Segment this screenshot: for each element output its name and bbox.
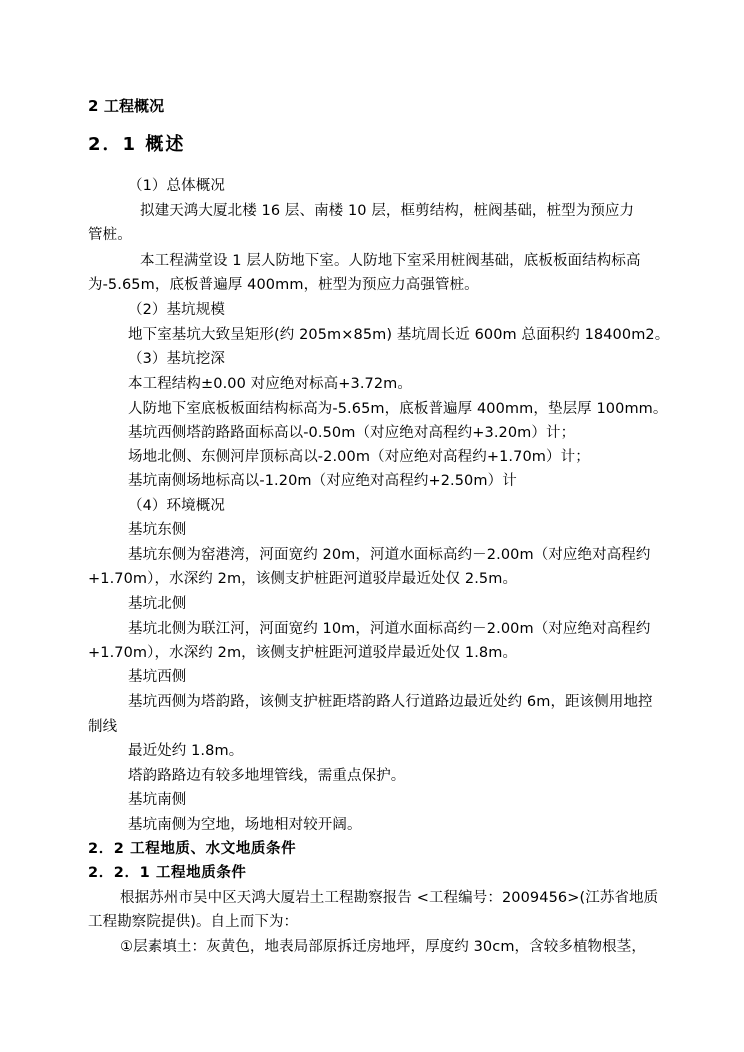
west-side-paragraph: 塔韵路路边有较多地埋管线，需重点保护。	[128, 768, 406, 784]
depth-heading: （3）基坑挖深	[128, 351, 225, 367]
east-side-paragraph: 基坑东侧为窑港湾，河面宽约 20m，河道水面标高约－2.00m（对应绝对高程约	[128, 547, 651, 563]
subsection-title: 2．1 概述	[88, 134, 186, 155]
west-side-paragraph: 最近处约 1.8m。	[128, 743, 244, 759]
depth-paragraph: 人防地下室底板板面结构标高为-5.65m，底板普遍厚 400mm，垫层厚 100mm。	[128, 401, 668, 417]
north-side-paragraph: 基坑北侧为联江河，河面宽约 10m，河道水面标高约－2.00m（对应绝对高程约	[128, 621, 651, 637]
overview-paragraph-line: 本工程满堂设 1 层人防地下室。人防地下室采用桩阀基础，底板板面结构标高	[140, 253, 641, 269]
west-side-paragraph: 制线	[88, 719, 118, 735]
depth-paragraph: 基坑南侧场地标高以-1.20m（对应绝对高程约+2.50m）计	[128, 473, 517, 489]
west-side-paragraph: 基坑西侧为塔韵路，该侧支护桩距塔韵路人行道路边最近处约 6m，距该侧用地控	[128, 694, 653, 710]
geology-paragraph: ①层素填土：灰黄色，地表局部原拆迁房地坪，厚度约 30cm，含较多植物根茎，	[120, 939, 646, 955]
overview-paragraph-line: 拟建天鸿大厦北楼 16 层、南楼 10 层，框剪结构，桩阀基础，桩型为预应力	[140, 203, 635, 219]
depth-paragraph: 基坑西侧塔韵路路面标高以-0.50m（对应绝对高程约+3.20m）计；	[128, 425, 576, 441]
geology-paragraph: 工程勘察院提供)。自上而下为：	[88, 914, 299, 930]
scale-heading: （2）基坑规模	[128, 302, 225, 318]
scale-paragraph: 地下室基坑大致呈矩形(约 205m×85m) 基坑周长近 600m 总面积约 18400m2。	[128, 327, 670, 343]
depth-paragraph: 场地北侧、东侧河岸顶标高以-2.00m（对应绝对高程约+1.70m）计；	[128, 449, 590, 465]
depth-paragraph: 本工程结构±0.00 对应绝对标高+3.72m。	[128, 376, 413, 392]
overview-paragraph-line: 为-5.65m，底板普遍厚 400mm，桩型为预应力高强管桩。	[88, 277, 479, 293]
environment-heading: （4）环境概况	[128, 498, 225, 514]
east-side-paragraph: +1.70m），水深约 2m，该侧支护桩距河道驳岸最近处仅 2.5m。	[88, 571, 518, 587]
east-side-title: 基坑东侧	[128, 522, 187, 538]
west-side-title: 基坑西侧	[128, 669, 187, 685]
section-title: 2 工程概况	[88, 97, 165, 115]
south-side-paragraph: 基坑南侧为空地，场地相对较开阔。	[128, 817, 362, 833]
north-side-paragraph: +1.70m），水深约 2m，该侧支护桩距河道驳岸最近处仅 1.8m。	[88, 645, 518, 661]
overview-paragraph-line: 管桩。	[88, 227, 132, 243]
section-2-2-title: 2．2 工程地质、水文地质条件	[88, 841, 297, 857]
section-2-2-1-title: 2．2．1 工程地质条件	[88, 865, 247, 881]
geology-paragraph: 根据苏州市吴中区天鸿大厦岩土工程勘察报告 <工程编号：2009456>(江苏省地质	[120, 890, 659, 906]
overview-heading: （1）总体概况	[128, 178, 225, 194]
north-side-title: 基坑北侧	[128, 596, 187, 612]
south-side-title: 基坑南侧	[128, 792, 187, 808]
